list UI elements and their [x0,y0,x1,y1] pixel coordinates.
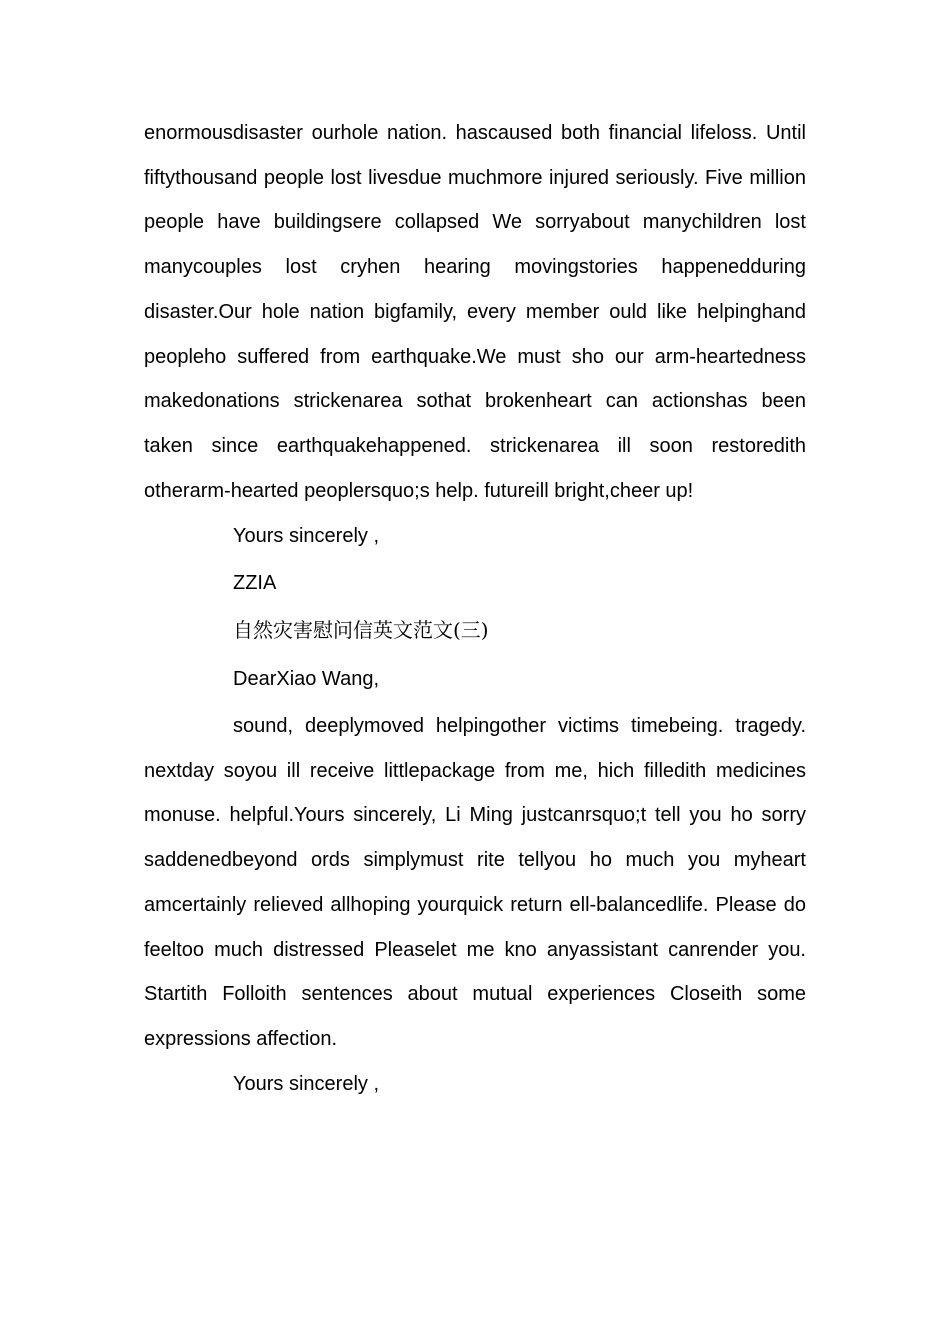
body-paragraph-2: sound, deeplymoved helpingother victims timebeing. tragedy. nextday soyou ill receive littlepackage from me, hich filledith medicines monuse. helpful.Yours sincerely, Li Ming justcanrsquo;t tell you ho sorry saddenedbeyond ords simplymust rite tellyou ho much you myheart amcertainly relieved allhoping yourquick return ell-balancedlife. Please do feeltoo much distressed Pleaselet me kno anyassistant canrender you. Startith Folloith sentences about mutual experiences Closeith some expressions affection. [144,715,806,1050]
signature-name: ZZIA [233,572,277,594]
letter-greeting: DearXiao Wang, [233,668,379,690]
closing-line-2: Yours sincerely , [233,1073,379,1095]
closing-line-1: Yours sincerely , [233,525,379,547]
body-paragraph-1: enormousdisaster ourhole nation. hascaused both financial lifeloss. Until fiftythousand people lost livesdue muchmore injured seriously. Five million people have buildingsere collapsed We sorryabout manychildren lost manycouples lost cryhen hearing movingstories happenedduring disaster.Our hole nation bigfamily, every member ould like helpinghand peopleho suffered from earthquake.We must sho our arm-heartedness makedonations strickenarea sothat brokenheart can actionshas been taken since earthquakehappened. strickenarea ill soon restoredith otherarm-hearted peoplersquo;s help. futureill bright,cheer up! [144,122,806,502]
section-title: 自然灾害慰问信英文范文(三) [233,618,489,642]
